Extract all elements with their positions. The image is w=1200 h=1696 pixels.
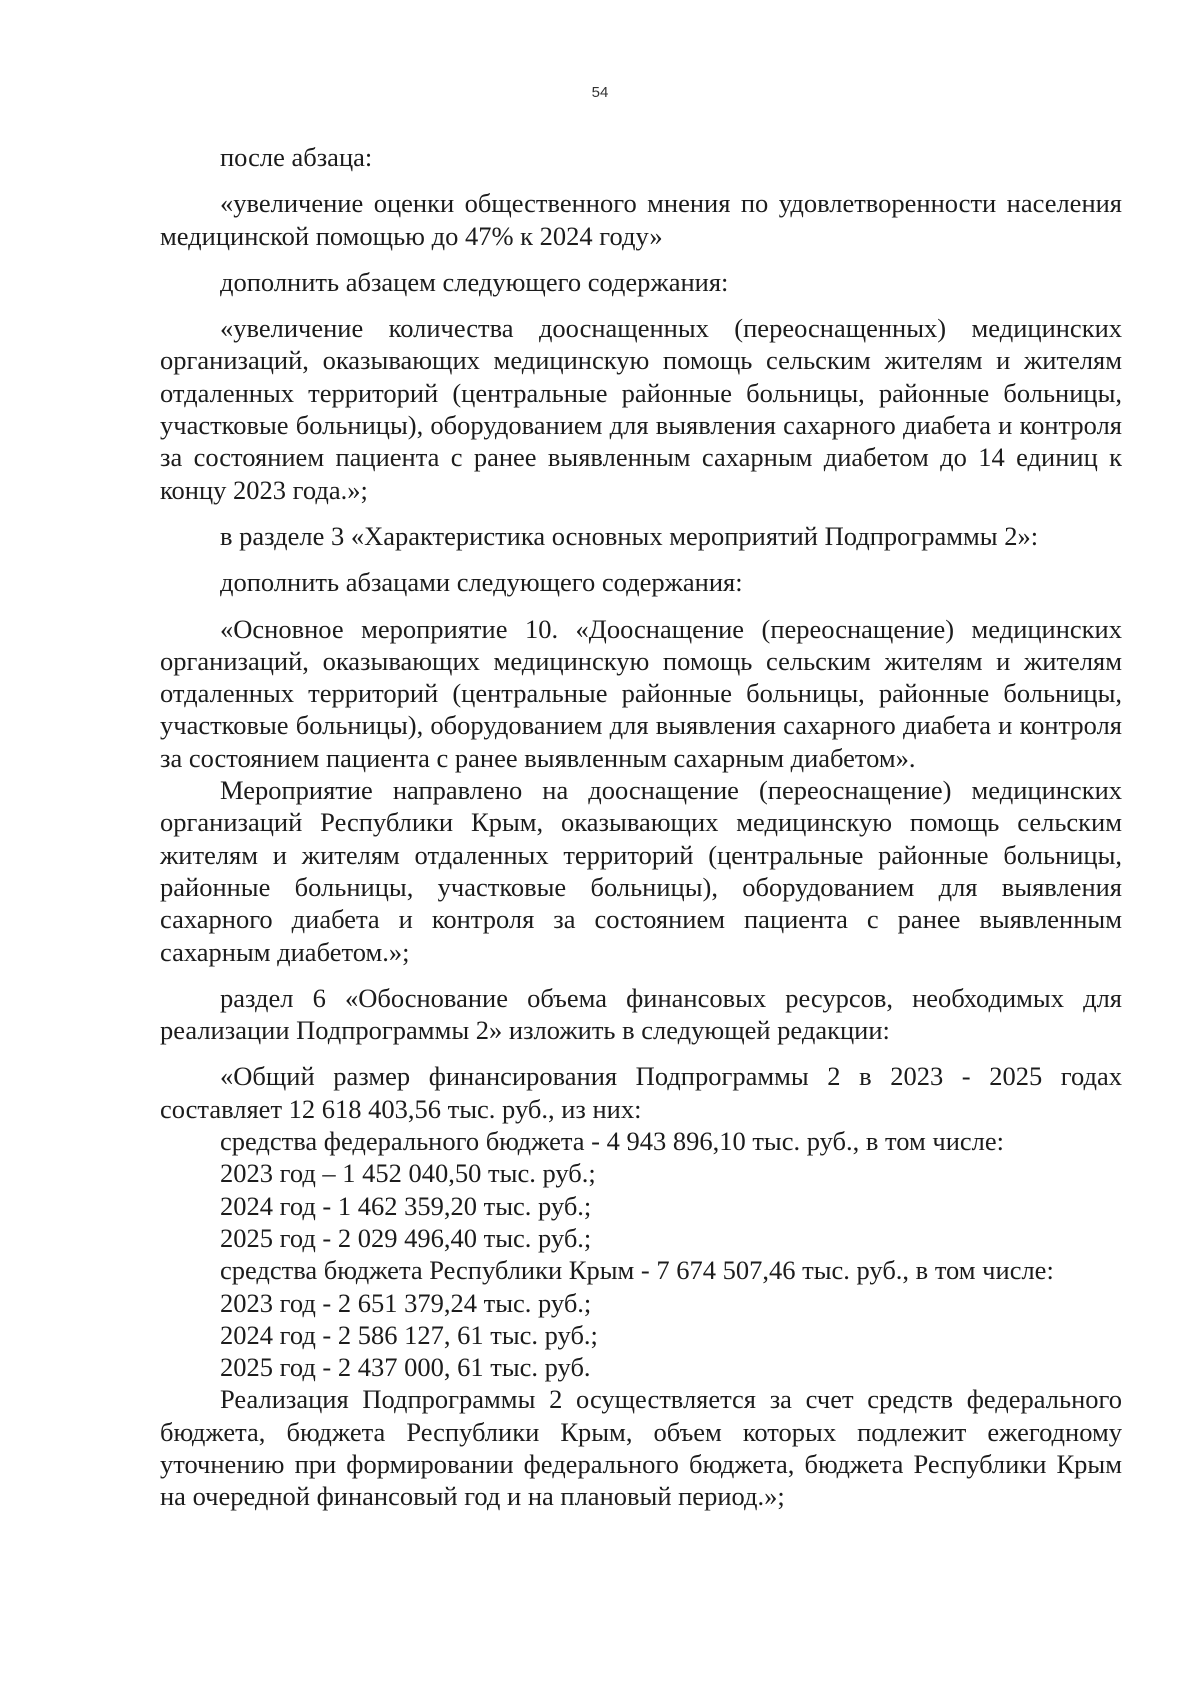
funding-line: 2025 год - 2 029 496,40 тыс. руб.;: [220, 1222, 592, 1253]
closing-paragraph: Реализация Подпрограммы 2 осуществляется за счет средств федерального бюджета, бюджета Республики Крым, объем которых подлежит ежегодному уточнению при формировании федерального бюджета, бюджета Республики Крым на очередной финансовый год и на плановый период.»;: [160, 1384, 1122, 1512]
paragraph: «увеличение количества дооснащенных (переоснащенных) медицинских организаций, оказывающих медицинскую помощь сельским жителям и жителям отдаленных территорий (центральные районные больницы, районные больницы, участковые больницы), оборудованием для выявления сахарного диабета и контроля за состоянием пациента с ранее выявленным сахарным диабетом до 14 единиц к концу 2023 года.»;: [160, 313, 1122, 505]
funding-line: 2024 год - 2 586 127, 61 тыс. руб.;: [220, 1319, 598, 1350]
funding-line: 2025 год - 2 437 000, 61 тыс. руб.: [220, 1352, 591, 1383]
paragraph: «Основное мероприятие 10. «Дооснащение (переоснащение) медицинских организаций, оказывающих медицинскую помощь сельским жителям и жителям отдаленных территорий (центральные районные больницы, районные больницы, участковые больницы), оборудованием для выявления сахарного диабета и контроля за состоянием пациента с ранее выявленным сахарным диабетом».: [160, 613, 1122, 773]
page-number: 54: [591, 84, 609, 101]
funding-line: 2024 год - 1 462 359,20 тыс. руб.;: [220, 1190, 592, 1221]
funding-line: 2023 год – 1 452 040,50 тыс. руб.;: [220, 1158, 596, 1189]
paragraph: дополнить абзацами следующего содержания:: [220, 567, 743, 598]
paragraph: «Общий размер финансирования Подпрограммы 2 в 2023 - 2025 годах составляет 12 618 403,56 тыс. руб., из них:: [160, 1061, 1122, 1124]
paragraph: после абзаца:: [220, 142, 373, 172]
paragraph: в разделе 3 «Характеристика основных мероприятий Подпрограммы 2»:: [220, 520, 1039, 551]
paragraph: «увеличение оценки общественного мнения по удовлетворенности населения медицинской помощью до 47% к 2024 году»: [160, 188, 1122, 251]
funding-line: средства федерального бюджета - 4 943 896,10 тыс. руб., в том числе:: [220, 1126, 1005, 1157]
funding-line: средства бюджета Республики Крым - 7 674 507,46 тыс. руб., в том числе:: [220, 1255, 1054, 1286]
paragraph: дополнить абзацем следующего содержания:: [220, 266, 729, 297]
paragraph: раздел 6 «Обоснование объема финансовых ресурсов, необходимых для реализации Подпрограммы 2» изложить в следующей редакции:: [160, 982, 1122, 1046]
document-body: [160, 141, 1122, 1513]
paragraph: Мероприятие направлено на дооснащение (переоснащение) медицинских организаций Республики Крым, оказывающих медицинскую помощь сельским жителям и жителям отдаленных территорий (центральные районные больницы, районные больницы, участковые больницы), оборудованием для выявления сахарного диабета и контроля за состоянием пациента с ранее выявленным сахарным диабетом.»;: [160, 775, 1122, 967]
funding-line: 2023 год - 2 651 379,24 тыс. руб.;: [220, 1287, 592, 1318]
